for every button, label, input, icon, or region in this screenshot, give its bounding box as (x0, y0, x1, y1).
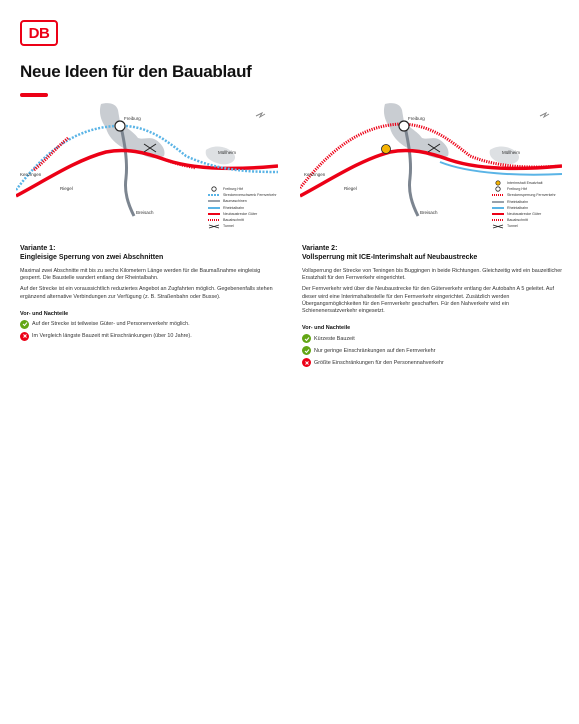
legend-item: Rheintalbahn (223, 205, 245, 210)
variant-1-label: Variante 1: (20, 245, 56, 252)
variant-1-section (20, 245, 282, 344)
legend-item: Bauabschnitt (507, 218, 528, 223)
place-muellheim: Müllheim (502, 150, 521, 155)
con-item: Im Vergleich längste Bauzeit mit Einschränkungen (über 10 Jahre). (20, 332, 282, 341)
map-variant-2 (300, 100, 562, 240)
legend-item: Rheintalbahn (507, 205, 529, 210)
variant-2-paragraph: Vollsperrung der Strecke von Teningen bis Buggingen in beide Richtungen. Gleichzeitig wird ein bauzeitlicher Ersatzhalt für den Fernverkehr eingerichtet. (302, 268, 563, 282)
variant-2-section (302, 245, 564, 370)
legend-item: Streckenverschwenk Fernverkehr (223, 193, 277, 198)
legend-item: Tunnel (492, 223, 556, 229)
pro-item: Auf der Strecke ist teilweise Güter- und Personenverkehr möglich. (20, 320, 282, 329)
variant-2-paragraph: Der Fernverkehr wird über die Neubaustrecke für den Güterverkehr entlang der Autobahn A 5 geleitet. Auf dieser wird eine Interimshaltestelle für den Fernverkehr eingerichtet. Zusätzlich werden Übergangsmöglichkeiten für den Fernverkehr geschaffen. Für den Nahverkehr wird ein Schienenersatzverkehr eingesetzt. (302, 286, 555, 315)
variant-2-label: Variante 2: (302, 245, 338, 252)
map-legend (492, 180, 556, 230)
legend-item: Tunnel (208, 223, 277, 229)
legend-item: Rheintalbahn (507, 199, 529, 204)
check-icon (302, 334, 311, 343)
variant-1-paragraph: Maximal zwei Abschnitte mit bis zu sechs Kilometern Länge werden für die Baumaßnahme eingleisig gesperrt. Die Baustelle wandert entlang der Rheintalbahn. (20, 268, 261, 282)
cross-icon (302, 358, 311, 367)
place-freiburg: Freiburg (124, 116, 141, 121)
place-riegel: Riegel (344, 186, 357, 191)
place-freiburg: Freiburg (408, 116, 425, 121)
place-riegel: Riegel (60, 186, 73, 191)
legend-item: Neubaustrecke Güter (507, 212, 542, 217)
check-icon (302, 346, 311, 355)
title-accent-bar (20, 93, 48, 97)
variant-2-heading: Vollsperrung mit ICE-Interimshalt auf Neubaustrecke (302, 253, 478, 261)
variant-1-paragraph: Auf der Strecke ist ein voraussichtlich reduziertes Angebot an Zugfahrten möglich. Gegebenenfalls stehen ergänzend alternative Verbindungen zur Verfügung (z. B. Straßenbahn oder Busse). (20, 286, 273, 300)
pro-item: Nur geringe Einschränkungen auf den Fernverkehr (302, 346, 564, 355)
cross-icon (20, 332, 29, 341)
place-muellheim: Müllheim (218, 150, 237, 155)
legend-item: Streckensperrung Fernverkehr (507, 193, 556, 198)
map-legend (208, 186, 277, 229)
page-title: Neue Ideen für den Bauablauf (20, 62, 252, 81)
place-breisach: Breisach (136, 210, 154, 215)
place-kenzingen: Kenzingen (304, 172, 326, 177)
check-icon (20, 320, 29, 329)
db-logo: DB (20, 20, 58, 46)
con-item: Größte Einschränkungen für den Personennahverkehr (302, 358, 564, 367)
legend-item: Interimshalt Ersatzhalt (492, 180, 556, 186)
map-variant-1 (16, 100, 278, 240)
legend-item: Neubaustrecke Güter (223, 211, 258, 216)
legend-item: Bauabschnitt (223, 218, 244, 223)
proscons-title: Vor- und Nachteile (20, 310, 69, 317)
legend-item: Freiburg Hbf (208, 186, 277, 192)
place-kenzingen: Kenzingen (20, 172, 42, 177)
legend-item: Baumaschinen (223, 199, 247, 204)
variant-1-heading: Eingleisige Sperrung von zwei Abschnitten (20, 253, 164, 261)
proscons-title: Vor- und Nachteile (302, 325, 351, 332)
pro-item: Kürzeste Bauzeit (302, 334, 564, 343)
place-breisach: Breisach (420, 210, 438, 215)
legend-item: Freiburg Hbf (492, 186, 556, 192)
